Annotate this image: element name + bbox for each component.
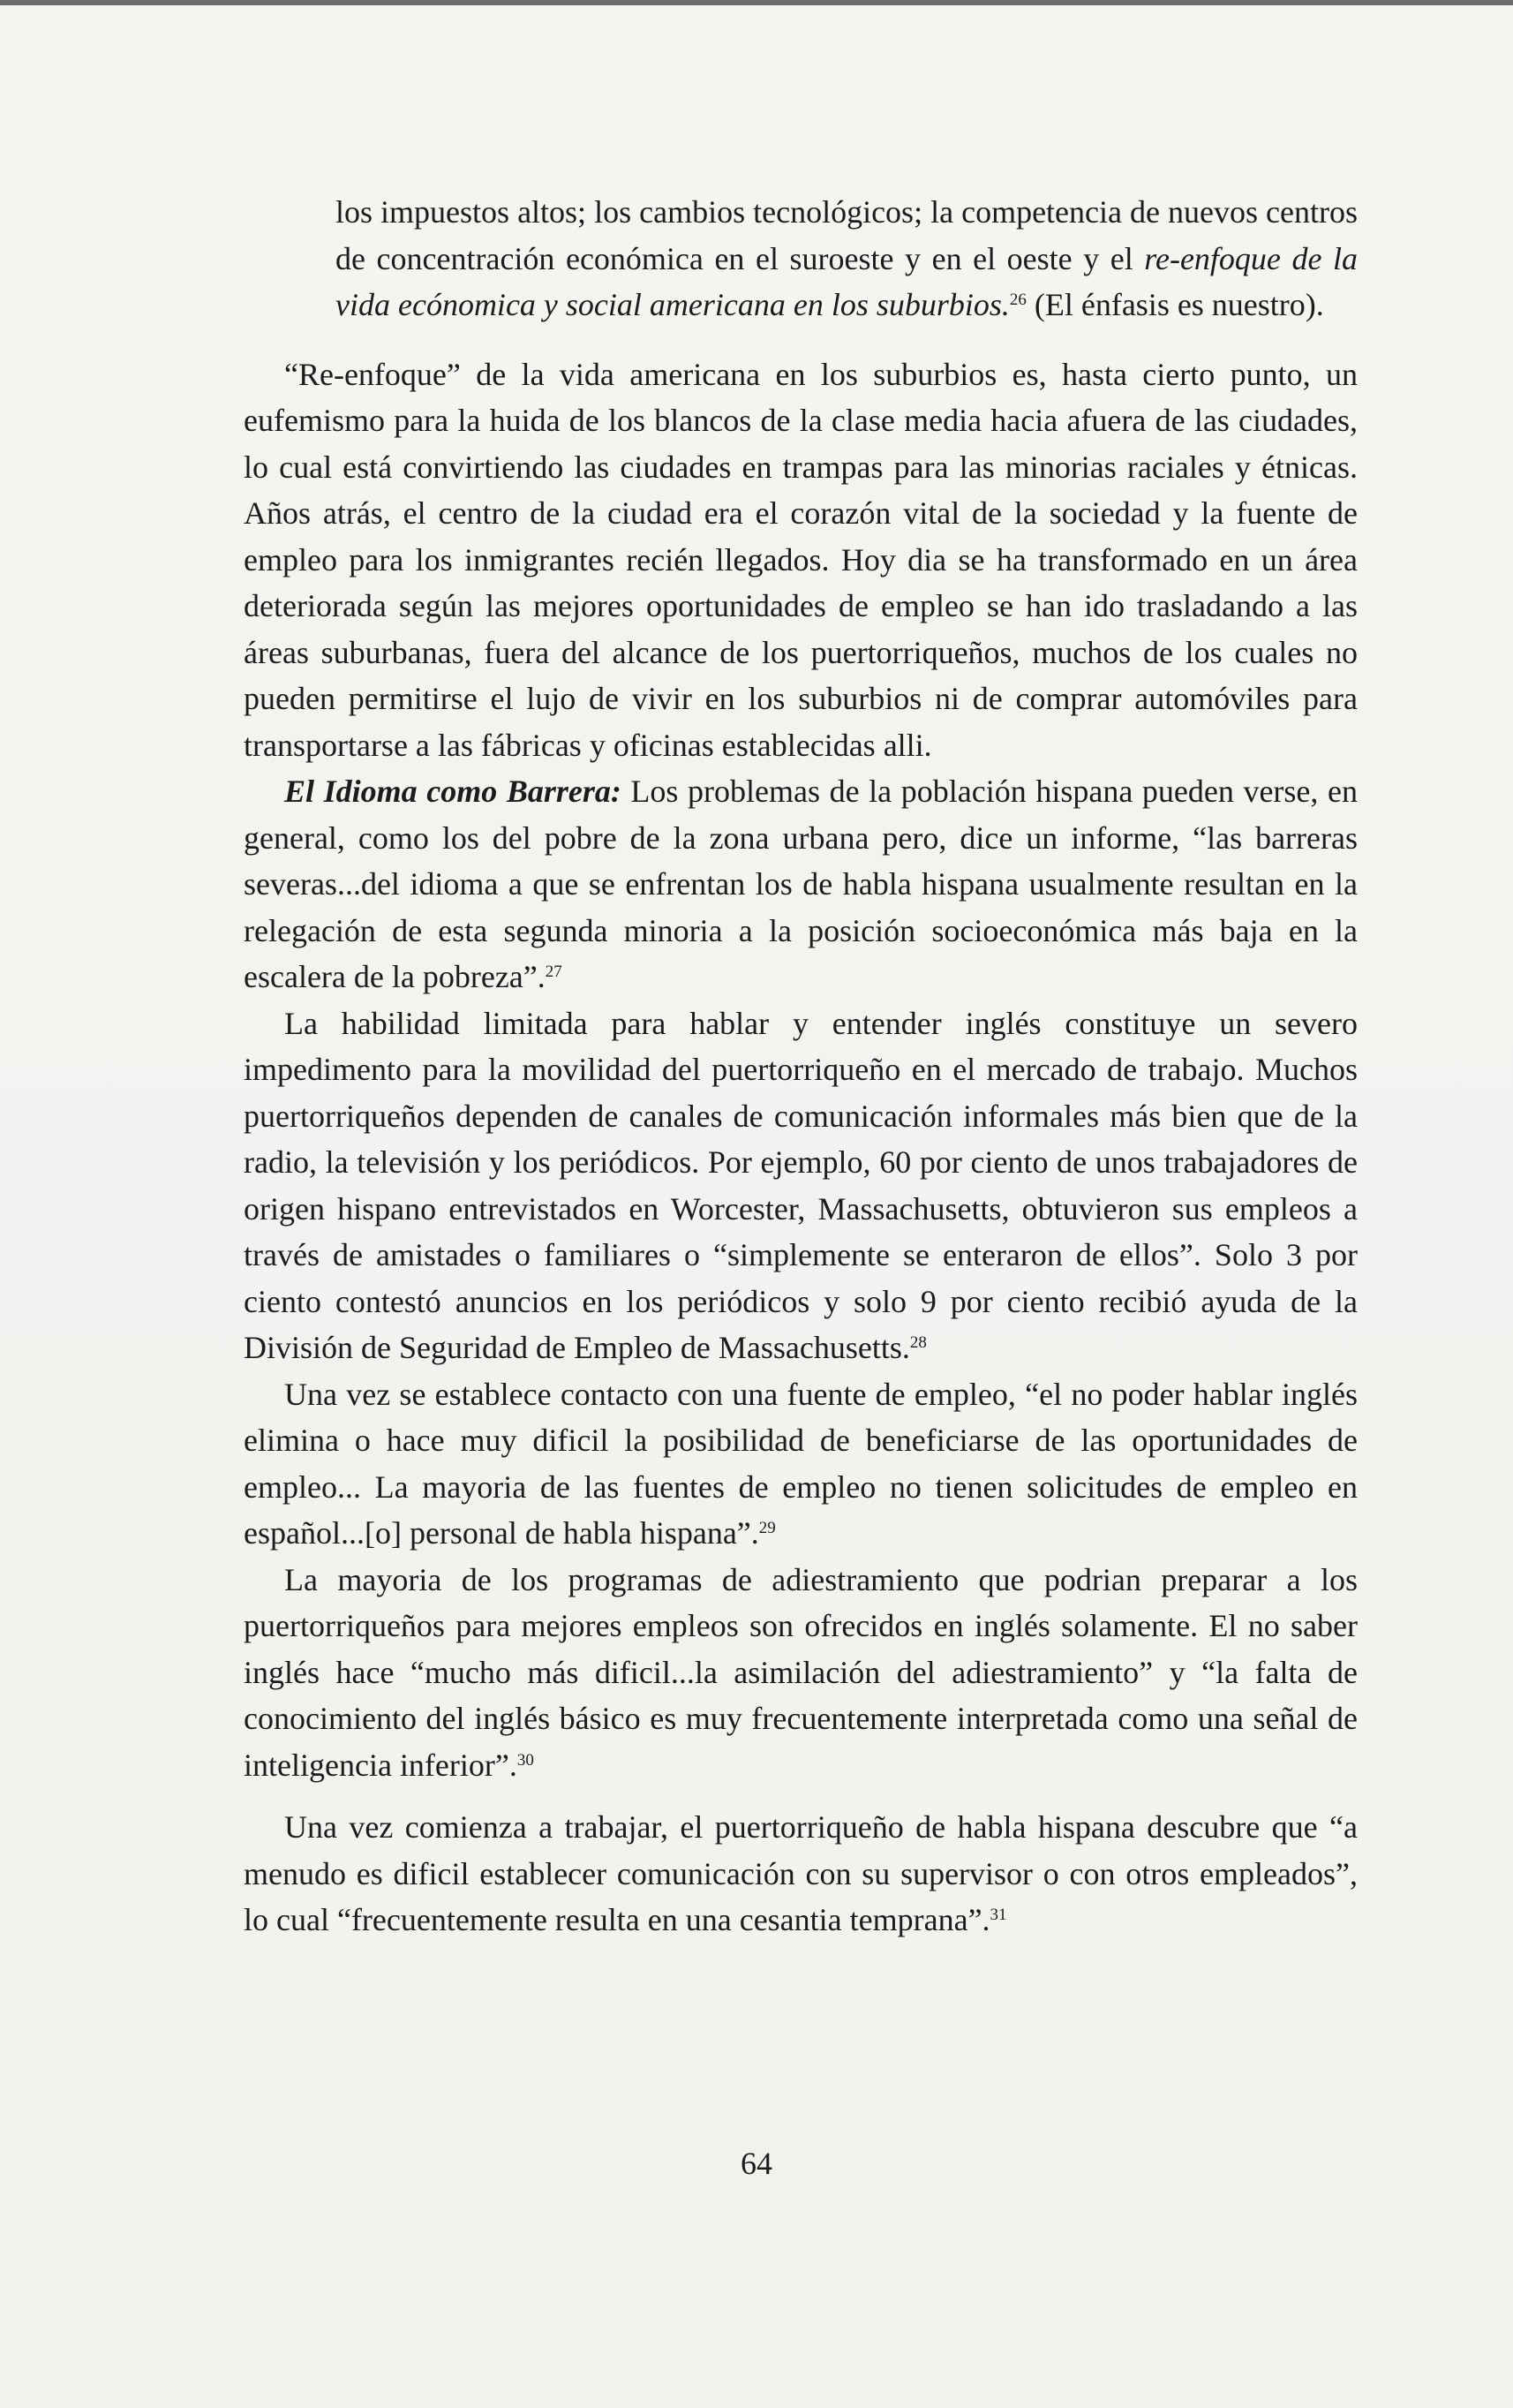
- paragraph-idioma-barrera: [244, 768, 1358, 1000]
- paragraph-text: La habilidad limitada para hablar y entender inglés constituye un severo impedimento para la movilidad del puertorriqueño en el mercado de trabajo. Muchos puertorriqueños dependen de canales de comunicación informales más bien que de la radio, la televisión y los periódicos. Por ejemplo, 60 por ciento de unos trabajadores de origen hispano entrevistados en Worcester, Massachusetts, obtuvieron sus empleos a través de amistades o familiares o “simplemente se enteraron de ellos”. Solo 3 por ciento contestó anuncios en los periódicos y solo 9 por ciento recibió ayuda de la División de Seguridad de Empleo de Massachusetts.: [244, 1005, 1358, 1365]
- section-run-in-heading: El Idioma como Barrera:: [284, 774, 621, 809]
- footnote-ref-28: 28: [909, 1333, 927, 1352]
- page-top-edge: [0, 0, 1513, 5]
- block-quote-continuation: [335, 189, 1358, 328]
- paragraph-habilidad-limitada: [244, 1000, 1358, 1371]
- paragraph-text: “Re-enfoque” de la vida americana en los suburbios es, hasta cierto punto, un eufemismo para la huida de los blancos de la clase media hacia afuera de las ciudades, lo cual está convirtiendo las ciudades en trampas para las minorias raciales y étnicas. Años atrás, el centro de la ciudad era el corazón vital de la sociedad y la fuente de empleo para los inmigrantes recién llegados. Hoy dia se ha transformado en un área deteriorada según las mejores oportunidades de empleo se han ido trasladando a las áreas suburbanas, fuera del alcance de los puertorriqueños, muchos de los cuales no pueden permitirse el lujo de vivir en los suburbios ni de comprar automóviles para transportarse a las fábricas y oficinas establecidas alli.: [244, 356, 1358, 763]
- footnote-ref-27: 27: [545, 962, 562, 981]
- paragraph-text: Los problemas de la población hispana pueden verse, en general, como los del pobre de la zona urbana pero, dice un informe, “las barreras severas...del idioma a que se enfrentan los de habla hispana usualmente resultan en la relegación de esta segunda minoria a la posición socioeconómica más baja en la escalera de la pobreza”.: [244, 774, 1358, 994]
- footnote-ref-30: 30: [516, 1750, 534, 1770]
- paragraph-adiestramiento: [244, 1557, 1358, 1789]
- paragraph-text: Una vez se establece contacto con una fuente de empleo, “el no poder hablar inglés elimina o hace muy dificil la posibilidad de beneficiarse de las oportunidades de empleo... La mayoria de las fuentes de empleo no tienen solicitudes de empleo en español...[o] personal de habla hispana”.: [244, 1376, 1358, 1551]
- footnote-ref-29: 29: [758, 1519, 776, 1537]
- page-number: 64: [741, 2146, 772, 2181]
- quote-emphasis-note: (El énfasis es nuestro).: [1026, 287, 1324, 322]
- footnote-ref-26: 26: [1009, 291, 1027, 309]
- body-text: [244, 189, 1358, 1944]
- paragraph-text: La mayoria de los programas de adiestramiento que podrian preparar a los puertorriqueños para mejores empleos son ofrecidos en inglés solamente. El no saber inglés hace “mucho más dificil...la asimilación del adiestramiento” y “la falta de conocimiento del inglés básico es muy frecuentemente interpretada como una señal de inteligencia inferior”.: [244, 1561, 1358, 1783]
- paragraph-text: Una vez comienza a trabajar, el puertorriqueño de habla hispana descubre que “a menudo es dificil establecer comunicación con su supervisor o con otros empleados”, lo cual “frecuentemente resulta en una cesantia temprana”.: [244, 1809, 1358, 1937]
- paragraph-contacto-empleo: [244, 1371, 1358, 1557]
- paragraph-reenfoque: [244, 351, 1358, 769]
- footnote-ref-31: 31: [990, 1906, 1007, 1924]
- quote-text: los impuestos altos; los cambios tecnológicos; la competencia de nuevos centros de concentración económica en el suroeste y en el oeste y el: [335, 194, 1358, 276]
- quote-italic-text: re-enfoque de la vida ecónomica y social americana en los suburbios.: [335, 240, 1358, 322]
- paragraph-comienza-trabajar: [244, 1804, 1358, 1944]
